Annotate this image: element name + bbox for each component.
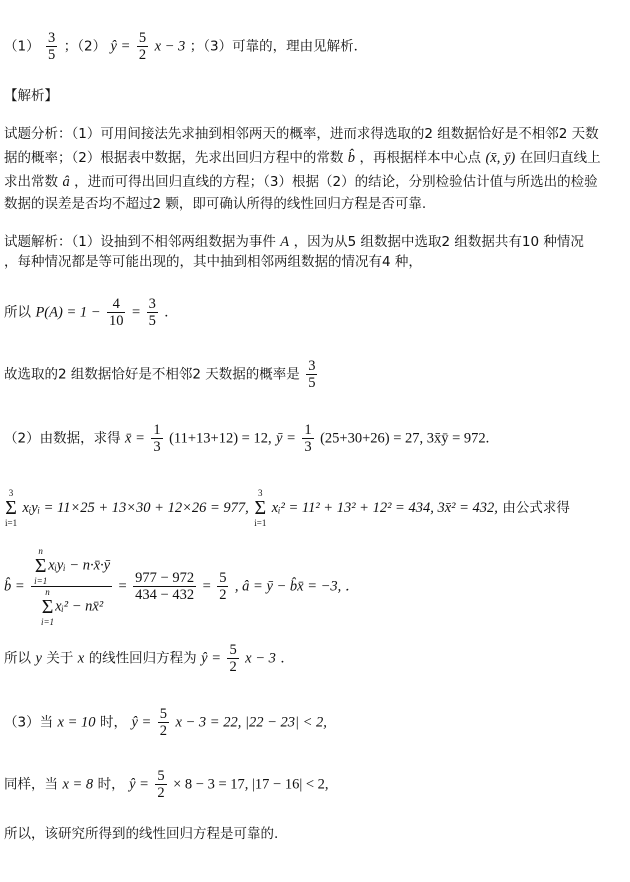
answer-3-text: ；（3）可靠的，理由见解析．: [189, 38, 368, 55]
y-mean-lhs: ȳ =: [276, 430, 296, 447]
probability-conclusion: [4, 358, 319, 391]
equals-sign: =: [131, 304, 141, 321]
solution-text: 由公式求得: [502, 500, 570, 516]
answer-2-fraction: $\frac{5}{2}$: [138, 30, 147, 63]
x-mean-value: (11+13+12) = 12,: [169, 430, 272, 447]
analysis-text: ，进而可得出回归直线的方程；（3）根据（2）的结论，分别检验估计值与所选出的检验: [74, 174, 598, 190]
probability-equation: [4, 296, 178, 329]
x-equals-8: x = 8: [62, 776, 94, 793]
analysis-text: 在回归直线上: [519, 150, 601, 166]
y-hat-lhs: ŷ =: [131, 714, 152, 731]
answers-line: [4, 30, 367, 63]
fraction-5-2: $\frac{5}{2}$: [229, 642, 237, 675]
analysis-line-4: 数据的误差是否均不超过2 颗，即可确认所得的线性回归方程是否可靠.: [4, 196, 427, 212]
b-hat-formula: [4, 546, 359, 627]
fraction-5-2: $\frac{5}{2}$: [219, 570, 227, 603]
check-x8-line: [4, 768, 329, 801]
analysis-text: 求出常数: [4, 174, 58, 190]
numeric-fraction: $\frac{977 - 972}{434 - 432}$: [135, 570, 195, 603]
a-hat-result: , â = ȳ − b̂x̄ = −3, ．: [234, 578, 360, 595]
analysis-text: 据的概率；（2）根据表中数据，先求出回归方程中的常数: [4, 150, 344, 166]
equals-sign: =: [118, 578, 127, 595]
x-equals-10: x = 10: [57, 714, 96, 731]
analysis-line-1: 试题分析：（1）可用间接法先求抽到相邻两天的概率，进而求得选取的2 组数据恰好是不相邻2 天数: [4, 126, 599, 142]
probability-lhs: P(A) = 1 −: [35, 304, 101, 321]
solution-text: 同样，当: [4, 776, 58, 793]
fraction-3-5: $\frac{3}{5}$: [148, 296, 156, 329]
y-hat-lhs: ŷ =: [201, 650, 221, 667]
answer-2-rest: x − 3: [154, 38, 186, 55]
answer-2-label: ；（2）: [63, 38, 107, 55]
solution-text: 所以: [4, 304, 31, 321]
sigma-sum: 3 Σ i=1: [5, 488, 18, 528]
means-line: [4, 422, 489, 455]
solution-text: ，因为从5 组数据中选取2 组数据共有10 种情况: [293, 234, 584, 250]
y-mean-value: (25+30+26) = 27, 3x̄ȳ = 972.: [320, 430, 490, 447]
sum-x-squared: xᵢ² = 11² + 13² + 12² = 434, 3x̄² = 432,: [271, 500, 498, 516]
solution-text: （2）由数据，求得: [4, 430, 121, 447]
sigma-sum: 3 Σ i=1: [254, 488, 267, 528]
check-x10-line: [4, 706, 327, 739]
solution-text: 故选取的2 组数据恰好是不相邻2 天数据的概率是: [4, 366, 300, 383]
final-conclusion: 所以，该研究所得到的线性回归方程是可靠的.: [4, 826, 279, 842]
a-hat-symbol: â: [62, 174, 70, 190]
regression-rest: x − 3: [245, 650, 276, 667]
answer-2-lhs: ŷ =: [110, 38, 131, 55]
answer-1-label: （1）: [4, 38, 40, 55]
check-x10-result: x − 3 = 22, |22 − 23| < 2,: [175, 714, 327, 731]
solution-text: 所以: [4, 650, 31, 667]
y-variable: y: [35, 650, 42, 667]
b-hat-formula-fraction: n Σ i=1 xᵢyᵢ − n·x̄·ȳ n Σ i=1 xᵢ² − nx̄²: [31, 546, 112, 627]
period: ．: [280, 650, 294, 667]
x-mean-lhs: x̄ =: [125, 430, 145, 447]
analysis-text: ，再根据样本中心点: [359, 150, 481, 166]
fraction-4-10: $\frac{4}{10}$: [108, 296, 124, 329]
b-hat-lhs: b̂ =: [4, 578, 25, 595]
solution-text: 时，: [97, 776, 125, 793]
y-hat-lhs: ŷ =: [129, 776, 149, 793]
fraction-5-2: $\frac{5}{2}$: [157, 768, 165, 801]
check-x8-result: × 8 − 3 = 17, |17 − 16| < 2,: [173, 776, 329, 793]
fraction-5-2: $\frac{5}{2}$: [159, 706, 167, 739]
solution-text: 的线性回归方程为: [88, 650, 197, 667]
sum-xy: xᵢyᵢ = 11×25 + 13×30 + 12×26 = 977,: [22, 500, 249, 516]
sums-line: [4, 488, 570, 528]
fraction-1-3: $\frac{1}{3}$: [153, 422, 161, 455]
b-hat-symbol: b̂: [347, 150, 356, 166]
analysis-heading: 【解析】: [4, 88, 58, 104]
period: ．: [164, 304, 178, 321]
analysis-line-3: [4, 172, 598, 192]
answer-1-fraction: $\frac{3}{5}$: [48, 30, 56, 63]
solution-text: 时，: [99, 714, 127, 731]
event-a-symbol: A: [280, 234, 290, 250]
solution-text: 试题解析：（1）设抽到不相邻两组数据为事件: [4, 234, 276, 250]
analysis-line-2: [4, 148, 601, 168]
solution-text: 关于: [46, 650, 74, 667]
equals-sign: =: [202, 578, 211, 595]
fraction-1-3: $\frac{1}{3}$: [304, 422, 312, 455]
solution-line-1: [4, 232, 584, 252]
regression-equation-line: [4, 642, 294, 675]
x-variable: x: [77, 650, 85, 667]
solution-line-2: ，每种情况都是等可能出现的，其中抽到相邻两组数据的情况有4 种，: [4, 254, 422, 270]
solution-text: （3）当: [4, 714, 54, 731]
fraction-3-5-result: $\frac{3}{5}$: [308, 358, 316, 391]
sample-center-point: (x̄, ȳ): [485, 150, 516, 166]
